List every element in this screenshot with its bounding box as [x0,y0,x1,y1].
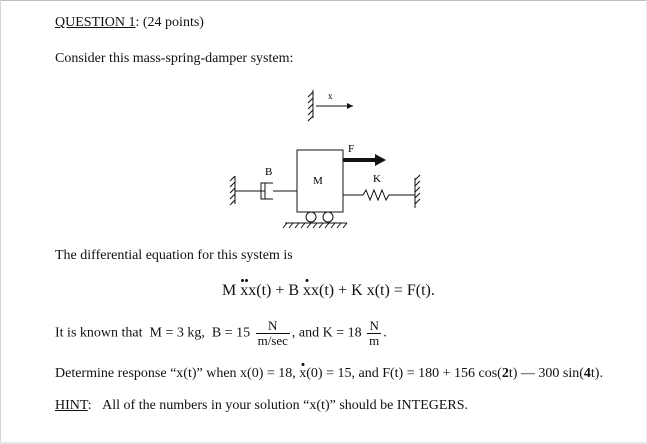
mass-label: M [313,175,323,187]
right-wall [415,175,420,208]
eq-part1: x(t) + B [248,282,300,299]
determine-prefix: Determine response “x(t)” when x(0) = 18, [55,366,296,381]
known-end: . [383,325,387,341]
force-label: F [348,143,355,155]
x-label: x [328,91,333,101]
ground [283,223,347,228]
k-unit-den: m [369,333,380,348]
intro-text: Consider this mass-spring-damper system: [55,51,294,66]
determine-mid: (0) = 15, and F(t) = 180 + 156 cos( [306,366,502,381]
b-unit-den: m/sec [257,333,288,348]
left-wall [230,176,235,205]
hint-line [55,398,468,414]
damper-label: B [265,166,273,178]
b-unit-num: N [256,319,290,334]
question-label: QUESTION 1 [55,15,136,30]
hint-colon: : [87,398,92,413]
left-wheel [306,212,316,222]
determine-end: t). [590,366,603,381]
determine-mid2: t) — 300 sin( [508,366,584,381]
eq-xdot: x [303,282,312,299]
eq-mass: M [222,282,237,299]
diff-eq-intro: The differential equation for this system is [55,248,293,263]
x-arrow [316,103,353,109]
reference-wall [308,90,313,121]
mass-spring-damper-diagram [225,84,435,236]
force-arrow [343,154,386,166]
spring [343,190,415,200]
hint-label: HINT [55,398,88,413]
determine-xdot: x [299,366,307,381]
known-middle: , and K = 18 [291,325,362,341]
determine-omega2: 4 [583,366,591,381]
question-colon: : [135,15,140,30]
frame-left-border [0,0,1,444]
eq-xddot: x [240,282,249,299]
determine-omega1: 2 [501,366,509,381]
eq-part2: x(t) + K x(t) = F(t). [311,282,435,299]
k-unit-fraction [367,319,381,348]
damper [235,183,297,199]
hint-text: All of the numbers in your solution “x(t)” should be INTEGERS. [102,398,469,413]
frame-top-border [0,0,647,1]
differential-equation [222,282,435,300]
k-unit-num: N [367,319,381,334]
right-wheel [323,212,333,222]
question-heading [55,15,204,31]
question-points: (24 points) [142,15,204,30]
known-prefix: It is known that [55,325,143,341]
known-values-line [55,319,387,348]
spring-label: K [373,173,381,185]
b-unit-fraction [256,319,290,348]
known-b: B = 15 [211,325,251,341]
known-mass: M = 3 kg, [149,325,205,341]
determine-line [55,366,603,382]
